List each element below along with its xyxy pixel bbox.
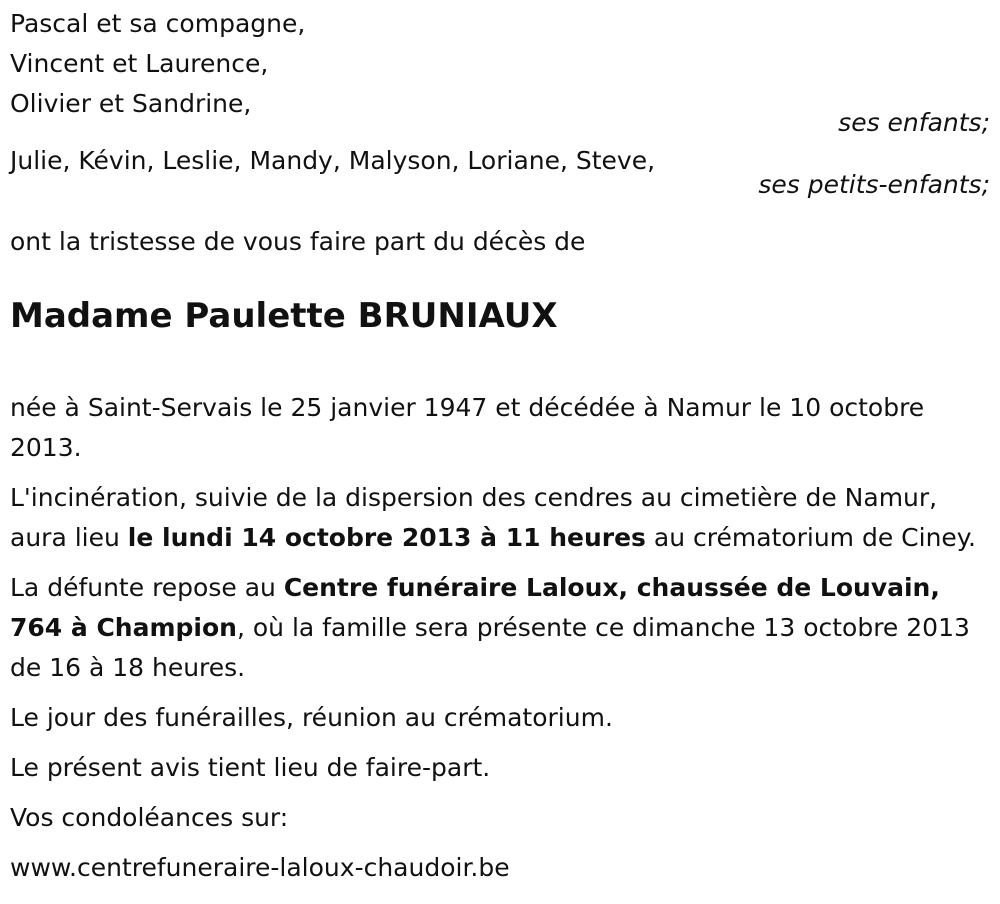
funeral-day-paragraph: Le jour des funérailles, réunion au crématorium. bbox=[10, 703, 613, 732]
children-relation: ses enfants; bbox=[838, 108, 990, 137]
deceased-name: Madame Paulette BRUNIAUX bbox=[10, 296, 558, 336]
rest-intro: La défunte repose au bbox=[10, 573, 284, 602]
rest-place: Centre funéraire Laloux, chaussée de Louvain, 764 à Champion bbox=[10, 573, 940, 642]
cremation-paragraph bbox=[10, 478, 990, 558]
grandchildren-relation: ses petits-enfants; bbox=[758, 170, 990, 199]
grandchildren-names: Julie, Kévin, Leslie, Mandy, Malyson, Loriane, Steve, bbox=[10, 146, 656, 175]
funeral-notice bbox=[10, 4, 990, 888]
family-child-1: Pascal et sa compagne, bbox=[10, 9, 306, 38]
cremation-date: le lundi 14 octobre 2013 à 11 heures bbox=[127, 523, 646, 552]
condolences-label: Vos condoléances sur: bbox=[10, 803, 289, 832]
cremation-intro: L'incinération, suivie de la dispersion des cendres au cimetière de Namur, aura lieu bbox=[10, 483, 938, 552]
announcement-intro: ont la tristesse de vous faire part du décès de bbox=[10, 227, 586, 256]
notice-paragraph: Le présent avis tient lieu de faire-part. bbox=[10, 753, 491, 782]
family-child-2: Vincent et Laurence, bbox=[10, 49, 269, 78]
cremation-place: au crématorium de Ciney. bbox=[645, 523, 976, 552]
birth-death-paragraph: née à Saint-Servais le 25 janvier 1947 et décédée à Namur le 10 octobre 2013. bbox=[10, 393, 925, 462]
condolences-url[interactable]: www.centrefuneraire-laloux-chaudoir.be bbox=[10, 853, 510, 882]
rest-paragraph bbox=[10, 568, 990, 688]
rest-visit: , où la famille sera présente ce dimanche 13 octobre 2013 de 16 à 18 heures. bbox=[10, 613, 970, 682]
family-child-3: Olivier et Sandrine, bbox=[10, 89, 252, 118]
